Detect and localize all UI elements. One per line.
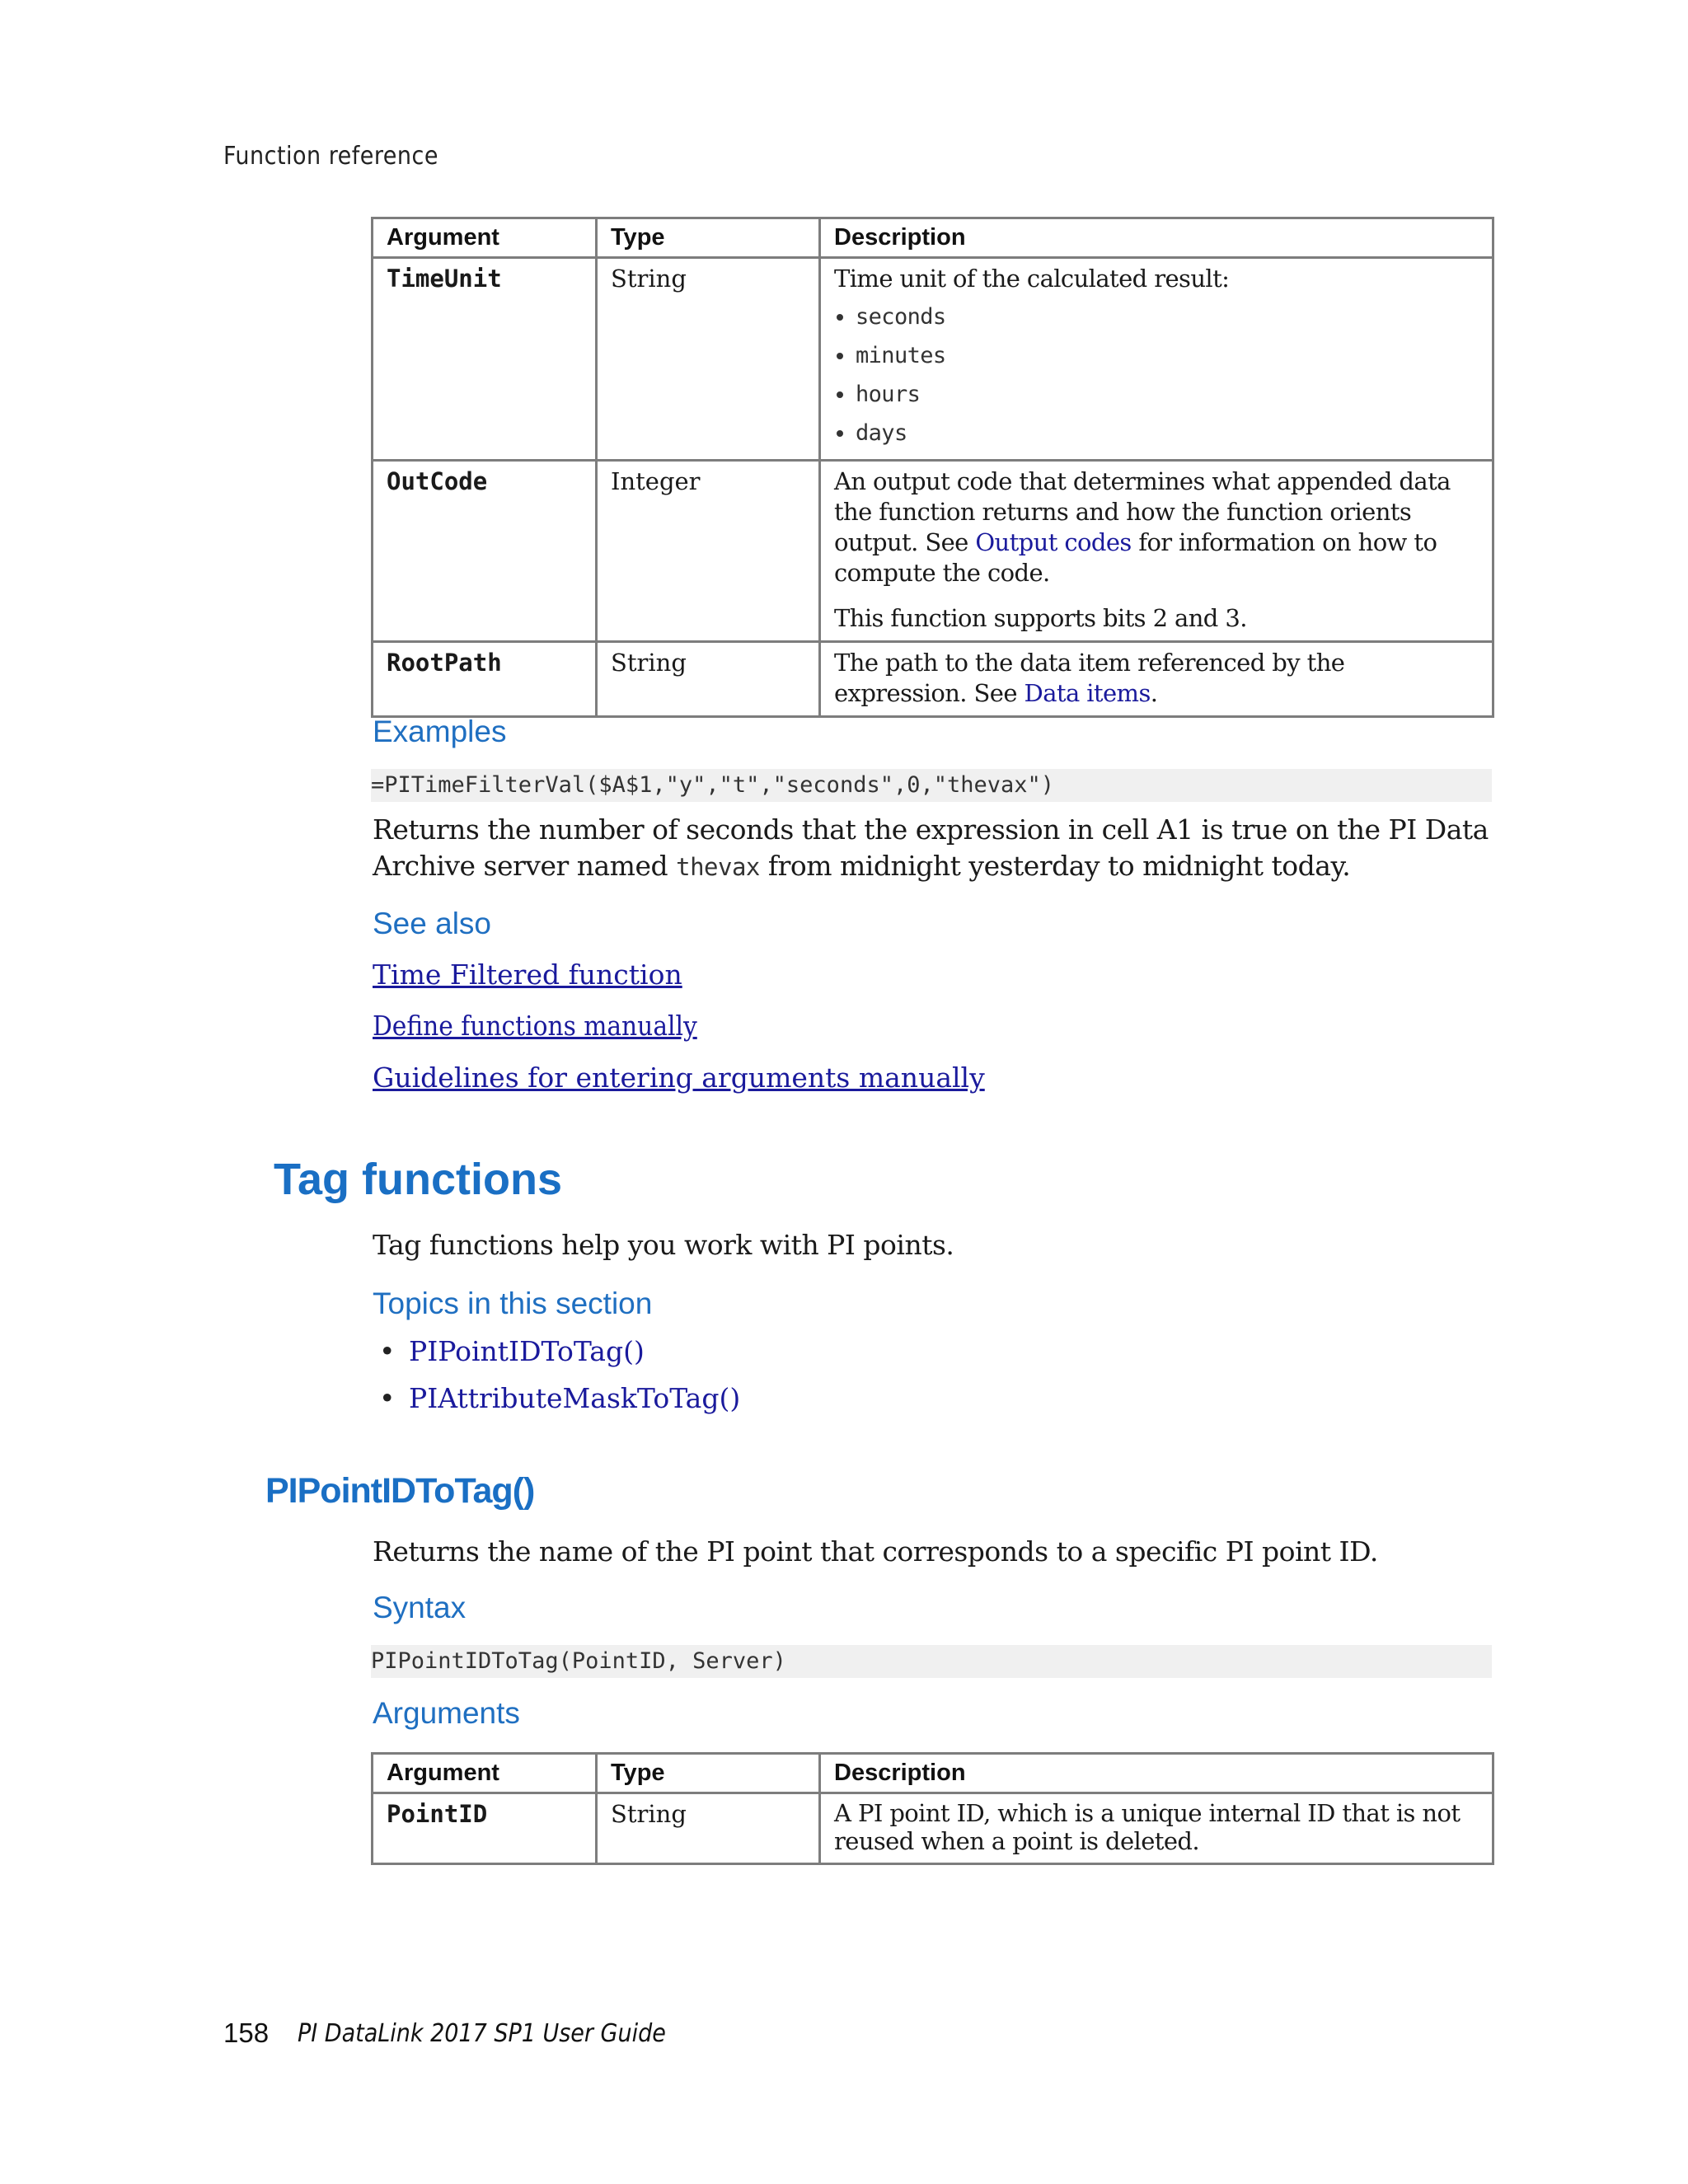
tag-functions-intro: Tag functions help you work with PI points. [373, 1229, 954, 1261]
argument-description [820, 258, 1493, 461]
pipointidtotag-intro: Returns the name of the PI point that corresponds to a specific PI point ID. [373, 1535, 1378, 1568]
list-item [379, 1382, 740, 1429]
column-header-type: Type [597, 218, 820, 258]
list-item: • hours [856, 375, 1479, 414]
table-row [373, 1793, 1493, 1864]
description-text [834, 648, 1479, 709]
argument-name: RootPath [373, 642, 597, 717]
server-name-code: thevax [676, 853, 760, 881]
column-header-argument: Argument [373, 218, 597, 258]
pipointidtotag-heading: PIPointIDToTag() [265, 1471, 535, 1511]
table-header-row [373, 218, 1493, 258]
pipointidtotag-link[interactable]: PIPointIDToTag() [409, 1335, 645, 1367]
table-row [373, 461, 1493, 642]
example-code: =PITimeFilterVal($A$1,"y","t","seconds",0,"thevax") [371, 769, 1492, 802]
syntax-code: PIPointIDToTag(PointID, Server) [371, 1645, 1492, 1678]
argument-description [820, 461, 1493, 642]
argument-type: String [597, 258, 820, 461]
table-row [373, 258, 1493, 461]
table-header-row [373, 1754, 1493, 1793]
argument-type: String [597, 1793, 820, 1864]
guidelines-arguments-link[interactable]: Guidelines for entering arguments manually [373, 1062, 985, 1094]
see-also-heading: See also [373, 907, 491, 940]
data-items-link[interactable]: Data items [1024, 679, 1151, 707]
list-item: • minutes [856, 336, 1479, 375]
argument-name: OutCode [373, 461, 597, 642]
syntax-heading: Syntax [373, 1591, 467, 1624]
argument-type: String [597, 642, 820, 717]
bullet-icon: • [379, 1382, 396, 1414]
argument-name: PointID [373, 1793, 597, 1864]
example-description [373, 812, 1493, 885]
description-text: Time unit of the calculated result: [834, 265, 1230, 293]
description-text-part: The path to the data item referenced by the expression. See [834, 649, 1345, 707]
description-text-part: . [1150, 679, 1158, 707]
argument-description [820, 642, 1493, 717]
page-number: 158 [223, 2018, 270, 2048]
description-text: This function supports bits 2 and 3. [834, 604, 1247, 632]
bullet-icon: • [379, 1335, 396, 1367]
list-item: • days [856, 414, 1479, 452]
column-header-description: Description [820, 218, 1493, 258]
column-header-description: Description [820, 1754, 1493, 1793]
column-header-argument: Argument [373, 1754, 597, 1793]
argument-description: A PI point ID, which is a unique internal ID that is not reused when a point is deleted. [820, 1793, 1493, 1864]
examples-heading: Examples [373, 715, 507, 748]
argument-type: Integer [597, 461, 820, 642]
topics-heading: Topics in this section [373, 1286, 653, 1320]
example-text-part: from midnight yesterday to midnight today. [767, 850, 1351, 882]
document-title: PI DataLink 2017 SP1 User Guide [298, 2019, 666, 2048]
table-row [373, 642, 1493, 717]
column-header-type: Type [597, 1754, 820, 1793]
piattributemasktotag-link[interactable]: PIAttributeMaskToTag() [409, 1382, 741, 1414]
topics-list [379, 1335, 740, 1429]
pipointidtotag-arguments-table [371, 1752, 1494, 1865]
time-unit-options [834, 298, 1479, 452]
time-filtered-function-link[interactable]: Time Filtered function [373, 958, 682, 991]
tag-functions-heading: Tag functions [274, 1155, 562, 1204]
description-text-part: for information on how to compute the code. [834, 528, 1437, 587]
example-text-part: Returns the number of seconds that the expression in cell A1 is true on the PI Data Archive server named [373, 813, 1489, 882]
description-text [834, 466, 1479, 588]
arguments-heading: Arguments [373, 1696, 520, 1730]
output-codes-link[interactable]: Output codes [975, 528, 1132, 556]
argument-name: TimeUnit [373, 258, 597, 461]
list-item: • seconds [856, 298, 1479, 336]
running-header: Function reference [223, 142, 438, 171]
list-item [379, 1335, 740, 1382]
description-text-part: An output code that determines what appended data the function returns and how the function orients output. See [834, 467, 1451, 556]
define-functions-manually-link[interactable]: Define functions manually [373, 1010, 697, 1042]
arguments-table [371, 217, 1494, 718]
